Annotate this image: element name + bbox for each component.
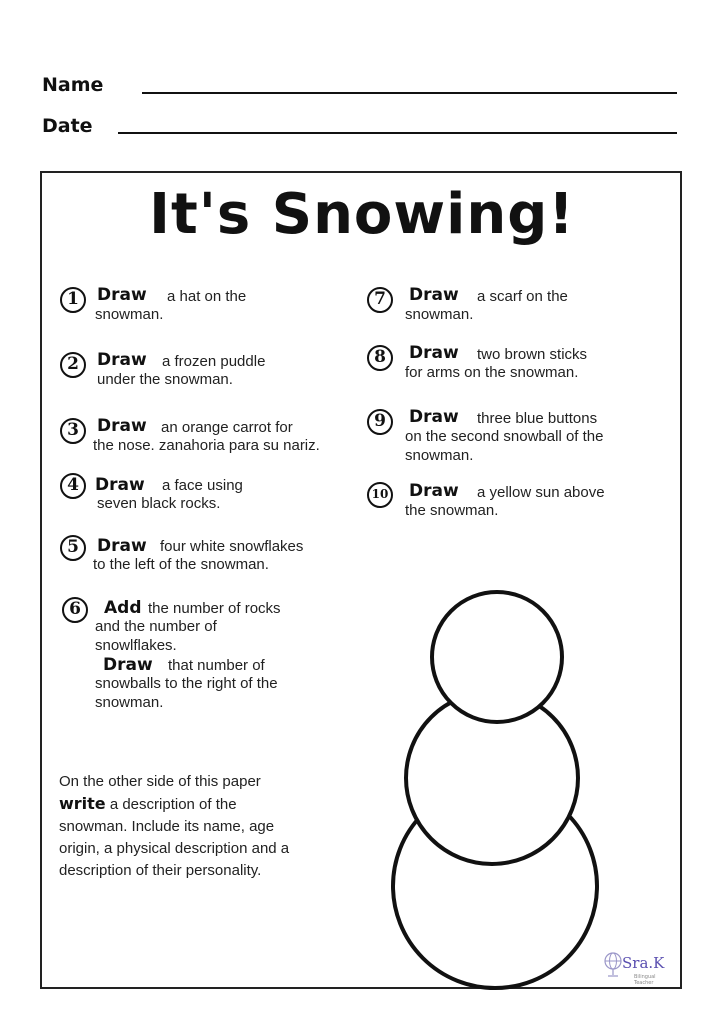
number-4-badge: 4 (60, 473, 86, 499)
name-field[interactable] (142, 92, 677, 94)
instruction-6b-verb: Draw (103, 655, 153, 675)
instruction-8-verb: Draw (409, 343, 459, 363)
instruction-2-line1: a frozen puddle (162, 353, 266, 370)
writing-task-verb: write (59, 794, 106, 813)
instruction-6-line1: the number of rocks (148, 600, 281, 617)
instruction-3-verb: Draw (97, 416, 147, 436)
instruction-10-line1: a yellow sun above (477, 484, 605, 501)
number-3-badge: 3 (60, 418, 86, 444)
instruction-8-rest: for arms on the snowman. (405, 364, 579, 381)
number-10-badge: 10 (367, 482, 393, 508)
date-field[interactable] (118, 132, 677, 134)
instruction-7-verb: Draw (409, 285, 459, 305)
instruction-7-rest: snowman. (405, 306, 474, 323)
instruction-9-line1: three blue buttons (477, 410, 598, 427)
number-9-badge: 9 (367, 409, 393, 435)
instruction-5-verb: Draw (97, 536, 147, 556)
instruction-2-verb: Draw (97, 350, 147, 370)
instruction-1-line1: a hat on the (167, 288, 247, 305)
logo-text: Sra.K (622, 954, 665, 972)
instruction-6-verb: Add (104, 598, 142, 618)
instruction-3-line1: an orange carrot for (161, 419, 293, 436)
instruction-9-rest: on the second snowball of the snowman. (405, 428, 604, 464)
instruction-1-verb: Draw (97, 285, 147, 305)
instruction-10-verb: Draw (409, 481, 459, 501)
number-5-badge: 5 (60, 535, 86, 561)
instruction-5-line1: four white snowflakes (160, 538, 304, 555)
number-6-badge: 6 (62, 597, 88, 623)
sra-k-logo (600, 948, 672, 984)
instruction-4-verb: Draw (95, 475, 145, 495)
number-8-badge: 8 (367, 345, 393, 371)
instruction-1-rest: snowman. (95, 306, 164, 323)
writing-task-before: On the other side of this paper (59, 773, 261, 790)
instruction-6-rest: and the number of snowlflakes. (95, 618, 217, 654)
instruction-4-line1: a face using (162, 477, 243, 494)
instruction-9-verb: Draw (409, 407, 459, 427)
globe-icon (602, 950, 624, 980)
writing-task-after: a description of the snowman. Include its name, age origin, a physical description and a description of their personality. (59, 796, 290, 879)
number-2-badge: 2 (60, 352, 86, 378)
instruction-8-line1: two brown sticks (477, 346, 588, 363)
instruction-6b-rest: snowballs to the right of the snowman. (95, 675, 278, 711)
worksheet-title: It's Snowing! (149, 182, 575, 247)
instruction-2-rest: under the snowman. (97, 371, 233, 388)
instruction-6b-line1: that number of (168, 657, 265, 674)
name-label: Name (42, 74, 104, 96)
instruction-10-rest: the snowman. (405, 502, 499, 519)
instruction-3-rest: the nose. zanahoria para su nariz. (93, 437, 320, 454)
date-label: Date (42, 115, 93, 137)
logo-subtext: Bilingual Teacher (634, 974, 656, 986)
writing-task-paragraph (59, 771, 297, 882)
number-7-badge: 7 (367, 287, 393, 313)
instruction-7-line1: a scarf on the (477, 288, 568, 305)
snowman-head-ball (430, 590, 564, 724)
instruction-4-rest: seven black rocks. (97, 495, 221, 512)
instruction-5-rest: to the left of the snowman. (93, 556, 269, 573)
number-1-badge: 1 (60, 287, 86, 313)
